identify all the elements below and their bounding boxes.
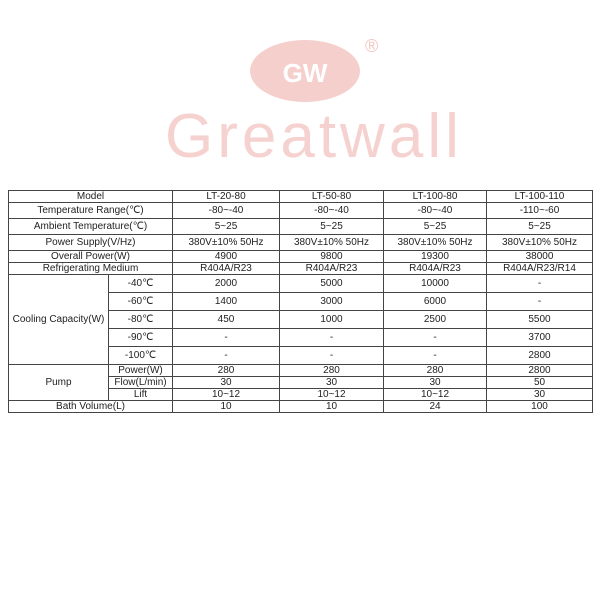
cooling-temp-label: -60℃ [109,293,173,311]
cell-value: 30 [384,377,487,389]
cell-value: 30 [487,389,593,401]
table-row [9,365,593,377]
pump-label: Pump [9,365,109,401]
table-row [9,251,593,263]
brand-logo [250,40,360,102]
cell-value: 380V±10% 50Hz [487,235,593,251]
cell-value: 2800 [487,347,593,365]
model-header: LT-50-80 [280,191,384,203]
cell-value: - [280,347,384,365]
registered-mark: ® [365,36,379,56]
cell-value: 10~12 [384,389,487,401]
row-label: Refrigerating Medium [9,263,173,275]
cell-value: R404A/R23 [173,263,280,275]
cooling-temp-label: -40℃ [109,275,173,293]
cell-value: 50 [487,377,593,389]
cell-value: 10~12 [280,389,384,401]
header-model-label: Model [9,191,173,203]
cooling-temp-label: -80℃ [109,311,173,329]
row-label: Ambient Temperature(℃) [9,219,173,235]
table-row [9,203,593,219]
cell-value: 30 [173,377,280,389]
cell-value: 9800 [280,251,384,263]
pump-sub-label: Lift [109,389,173,401]
cell-value: 380V±10% 50Hz [173,235,280,251]
cell-value: 5500 [487,311,593,329]
cell-value: 3700 [487,329,593,347]
cell-value: -80~-40 [173,203,280,219]
cell-value: -80~-40 [280,203,384,219]
cell-value: 10 [280,401,384,413]
spec-table [8,190,593,413]
cell-value: 24 [384,401,487,413]
table-row [9,191,593,203]
cooling-temp-label: -100℃ [109,347,173,365]
cell-value: R404A/R23 [280,263,384,275]
cell-value: 5~25 [173,219,280,235]
cell-value: 450 [173,311,280,329]
watermark-text: Greatwall [165,102,463,171]
table-row [9,263,593,275]
cell-value: 1400 [173,293,280,311]
cell-value: 2000 [173,275,280,293]
cell-value: R404A/R23 [384,263,487,275]
cell-value: - [173,329,280,347]
cell-value: -80~-40 [384,203,487,219]
cell-value: 5~25 [280,219,384,235]
cell-value: 10 [173,401,280,413]
bath-volume-label: Bath Volume(L) [9,401,173,413]
cell-value: - [487,275,593,293]
cooling-temp-label: -90℃ [109,329,173,347]
cell-value: -110~-60 [487,203,593,219]
row-label: Overall Power(W) [9,251,173,263]
cell-value: 10~12 [173,389,280,401]
pump-sub-label: Power(W) [109,365,173,377]
row-label: Power Supply(V/Hz) [9,235,173,251]
cell-value: 6000 [384,293,487,311]
model-header: LT-100-80 [384,191,487,203]
greatwall-watermark [165,36,463,180]
logo-text: GW [282,58,328,88]
cell-value: 380V±10% 50Hz [384,235,487,251]
pump-sub-label: Flow(L/min) [109,377,173,389]
table-row [9,401,593,413]
table-row [9,235,593,251]
cell-value: 30 [280,377,384,389]
cell-value: 280 [280,365,384,377]
cell-value: 4900 [173,251,280,263]
model-header: LT-100-110 [487,191,593,203]
cell-value: 5~25 [384,219,487,235]
cell-value: 19300 [384,251,487,263]
cell-value: - [173,347,280,365]
cell-value: 280 [384,365,487,377]
cell-value: - [487,293,593,311]
model-header: LT-20-80 [173,191,280,203]
cell-value: - [384,329,487,347]
table-row [9,219,593,235]
cell-value: 1000 [280,311,384,329]
cell-value: 5000 [280,275,384,293]
row-label: Temperature Range(℃) [9,203,173,219]
cell-value: - [280,329,384,347]
cell-value: 38000 [487,251,593,263]
cell-value: 5~25 [487,219,593,235]
cell-value: 2500 [384,311,487,329]
cell-value: 100 [487,401,593,413]
cell-value: 2800 [487,365,593,377]
cell-value: - [384,347,487,365]
table-row [9,275,593,293]
cell-value: R404A/R23/R14 [487,263,593,275]
cell-value: 380V±10% 50Hz [280,235,384,251]
cooling-capacity-label: Cooling Capacity(W) [9,275,109,365]
cell-value: 280 [173,365,280,377]
cell-value: 10000 [384,275,487,293]
cell-value: 3000 [280,293,384,311]
